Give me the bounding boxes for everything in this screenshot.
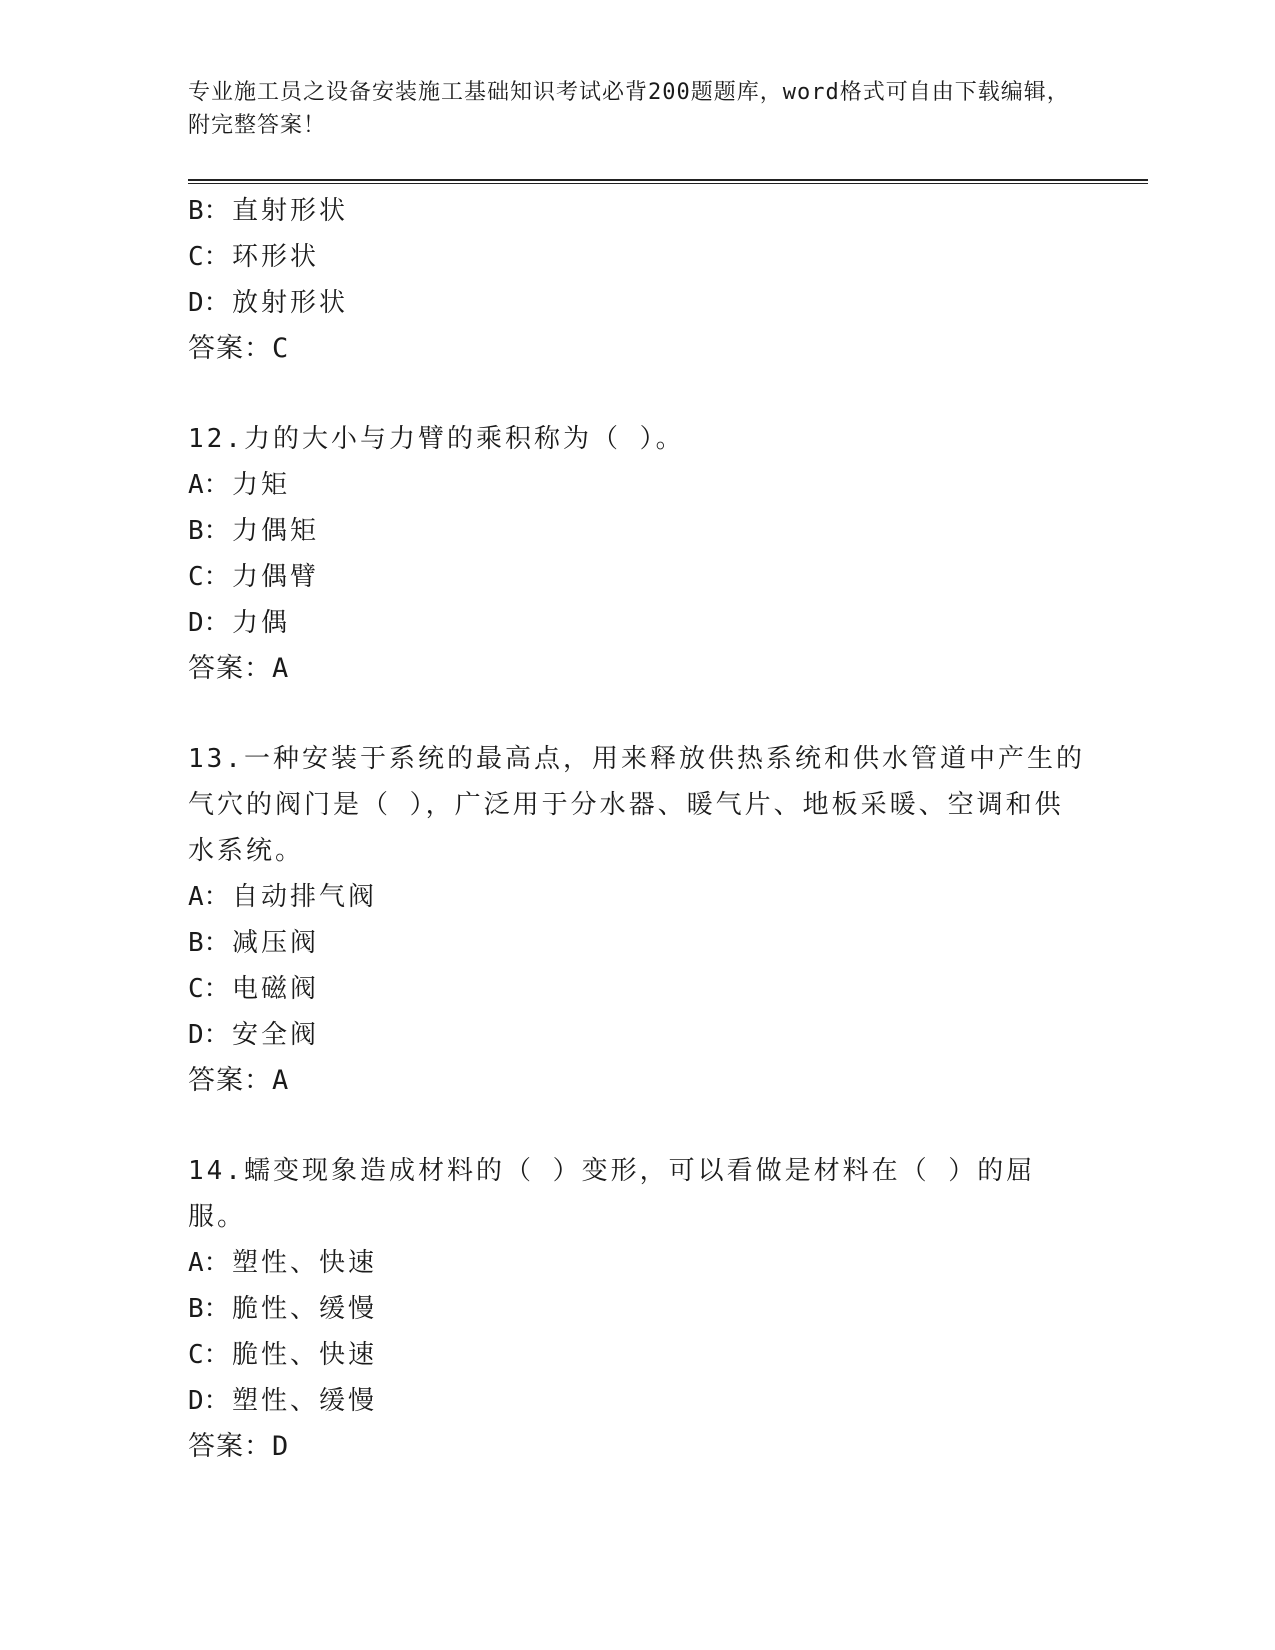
option-b: B：直射形状 <box>188 196 349 226</box>
option-b: B：减压阀 <box>188 928 320 958</box>
option-a: A：力矩 <box>188 470 291 500</box>
option-d: D：安全阀 <box>188 1020 320 1050</box>
header-title: 专业施工员之设备安装施工基础知识考试必背200题题库，word格式可自由下载编辑，附完整答案！ <box>188 80 1070 138</box>
header-divider <box>188 179 1148 184</box>
question-item <box>188 736 1088 1104</box>
spacer <box>188 1104 1088 1148</box>
question-stem: 14.蠕变现象造成材料的（ ）变形，可以看做是材料在（ ）的屈服。 <box>188 1156 1036 1232</box>
option-a: A：自动排气阀 <box>188 882 378 912</box>
question-item <box>188 416 1088 692</box>
answer-line: 答案：C <box>188 333 290 364</box>
option-d: D：塑性、缓慢 <box>188 1386 378 1416</box>
spacer <box>188 372 1088 416</box>
option-b: B：脆性、缓慢 <box>188 1294 378 1324</box>
question-item <box>188 188 1088 372</box>
option-d: D：放射形状 <box>188 288 349 318</box>
option-a: A：塑性、快速 <box>188 1248 378 1278</box>
question-stem: 12.力的大小与力臂的乘积称为（ ）。 <box>188 424 685 454</box>
option-d: D：力偶 <box>188 608 291 638</box>
question-stem: 13.一种安装于系统的最高点，用来释放供热系统和供水管道中产生的气穴的阀门是（ ），广泛用于分水器、暖气片、地板采暖、空调和供水系统。 <box>188 744 1085 866</box>
spacer <box>188 692 1088 736</box>
question-item <box>188 1148 1088 1470</box>
answer-line: 答案：D <box>188 1431 290 1462</box>
option-c: C：力偶臂 <box>188 562 320 592</box>
answer-line: 答案：A <box>188 1065 290 1096</box>
option-b: B：力偶矩 <box>188 516 320 546</box>
question-list <box>188 188 1088 1470</box>
document-header <box>188 76 1088 142</box>
option-c: C：环形状 <box>188 242 320 272</box>
option-c: C：电磁阀 <box>188 974 320 1004</box>
option-c: C：脆性、快速 <box>188 1340 378 1370</box>
answer-line: 答案：A <box>188 653 290 684</box>
